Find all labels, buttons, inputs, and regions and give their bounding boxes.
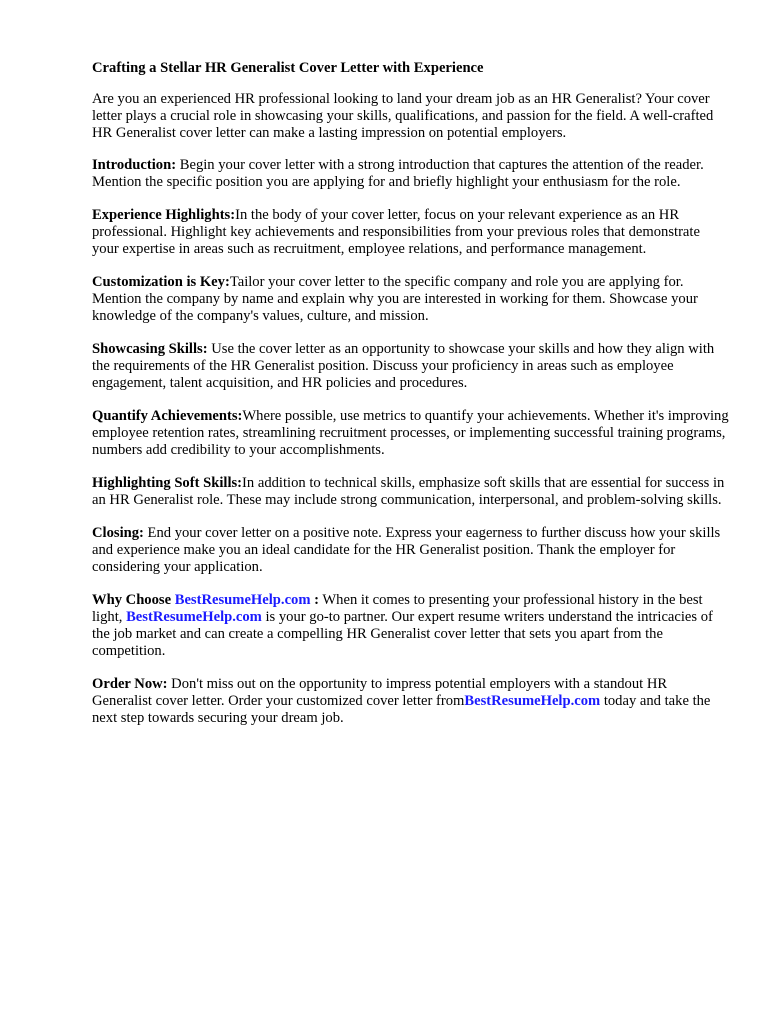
document-page	[92, 60, 730, 743]
section-quantify-achievements	[92, 408, 730, 459]
section-closing	[92, 525, 730, 576]
order-now-heading: Order Now:	[92, 676, 168, 692]
why-choose-text: When it comes to presenting your professional history in the best light,	[92, 592, 703, 625]
order-now-text: Don't miss out on the opportunity to impress potential employers with a standout HR Generalist cover letter. Order your customized cover letter from	[92, 676, 668, 709]
section-body: Where possible, use metrics to quantify your achievements. Whether it's improving employee retention rates, streamlining recruitment processes, or implementing successful training programs, numbers add credibility to your accomplishments.	[92, 408, 729, 458]
section-experience-highlights	[92, 207, 730, 258]
why-choose-text: is your go-to partner. Our expert resume writers understand the intricacies of the job market and can create a compelling HR Generalist cover letter that sets you apart from the competition.	[92, 609, 713, 659]
bestresumehelp-link[interactable]: BestResumeHelp.com	[464, 693, 601, 709]
section-why-choose	[92, 592, 730, 660]
section-heading: Experience Highlights:	[92, 207, 236, 223]
section-heading: Customization is Key:	[92, 274, 230, 290]
section-body: Use the cover letter as an opportunity to showcase your skills and how they align with the requirements of the HR Generalist position. Discuss your proficiency in areas such as employee engagement, talent acquisition, and HR policies and procedures.	[92, 341, 715, 391]
why-choose-heading: Why Choose	[92, 592, 175, 608]
order-now-text: today and take the next step towards securing your dream job.	[92, 693, 711, 726]
bestresumehelp-link[interactable]: BestResumeHelp.com	[174, 592, 311, 608]
section-heading: Closing:	[92, 525, 144, 541]
section-customization	[92, 274, 730, 325]
section-body: Begin your cover letter with a strong introduction that captures the attention of the reader. Mention the specific position you are applying for and briefly highlight your enthusiasm for the role.	[92, 157, 704, 190]
why-choose-heading-suffix: :	[310, 592, 320, 608]
section-heading: Quantify Achievements:	[92, 408, 243, 424]
bestresumehelp-link[interactable]: BestResumeHelp.com	[126, 609, 262, 625]
section-body: In addition to technical skills, emphasize soft skills that are essential for success in an HR Generalist role. These may include strong communication, interpersonal, and problem-solving skills.	[92, 475, 725, 508]
section-body: In the body of your cover letter, focus on your relevant experience as an HR professional. Highlight key achievements and responsibilities from your previous roles that demonstrate your expertise in areas such as recruitment, employee relations, and performance management.	[92, 207, 700, 257]
section-showcasing-skills	[92, 341, 730, 392]
section-heading: Showcasing Skills:	[92, 341, 208, 357]
section-heading: Introduction:	[92, 157, 177, 173]
section-heading: Highlighting Soft Skills:	[92, 475, 243, 491]
section-soft-skills	[92, 475, 730, 509]
section-body: End your cover letter on a positive note. Express your eagerness to further discuss how your skills and experience make you an ideal candidate for the HR Generalist position. Thank the employer for considering your application.	[92, 525, 721, 575]
section-order-now	[92, 676, 730, 727]
intro-paragraph: Are you an experienced HR professional looking to land your dream job as an HR Generalist? Your cover letter plays a crucial role in showcasing your skills, qualifications, and passion for the field. A well-crafted HR Generalist cover letter can make a lasting impression on potential employers.	[92, 91, 714, 141]
document-title: Crafting a Stellar HR Generalist Cover Letter with Experience	[92, 60, 484, 76]
section-introduction	[92, 157, 730, 191]
section-body: Tailor your cover letter to the specific company and role you are applying for. Mention the company by name and explain why you are interested in working for them. Showcase your knowledge of the company's values, culture, and mission.	[92, 274, 698, 324]
